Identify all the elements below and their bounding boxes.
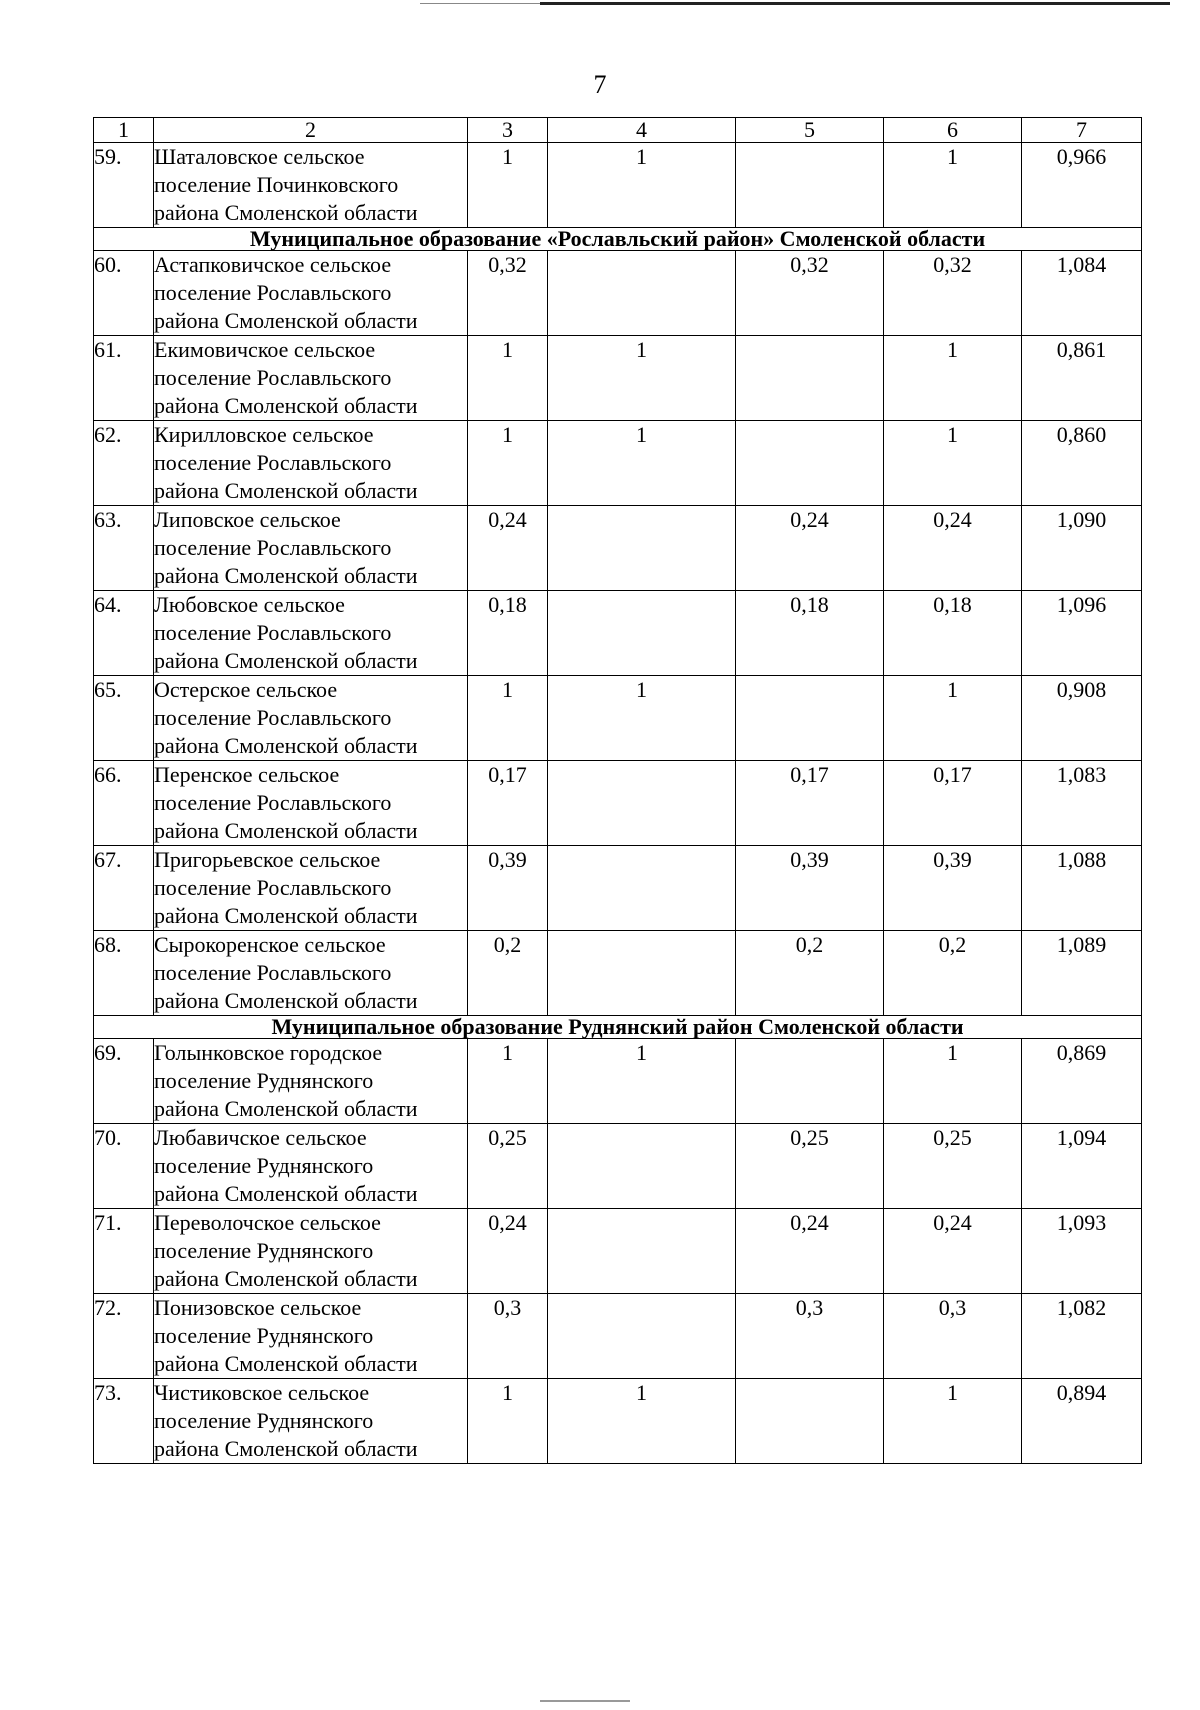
row-number: 59. <box>94 143 154 228</box>
settlement-name-line: района Смоленской области <box>154 818 418 843</box>
value-cell-4: 1 <box>548 421 736 506</box>
value-cell-5: 0,18 <box>736 591 884 676</box>
value-cell-7: 1,090 <box>1022 506 1142 591</box>
value-cell-5: 0,2 <box>736 931 884 1016</box>
value-cell-7: 0,869 <box>1022 1039 1142 1124</box>
value-cell-7: 1,093 <box>1022 1209 1142 1294</box>
settlement-name-line: поселение Руднянского <box>154 1408 374 1433</box>
bottom-scan-mark <box>540 1700 630 1702</box>
value-cell-6: 0,25 <box>884 1124 1022 1209</box>
top-scan-line-thin <box>420 3 540 4</box>
value-cell-6: 1 <box>884 336 1022 421</box>
value-cell-7: 1,083 <box>1022 761 1142 846</box>
row-number: 68. <box>94 931 154 1016</box>
value-cell-3: 1 <box>468 143 548 228</box>
settlement-name-line: Кирилловское сельское <box>154 422 374 447</box>
settlement-name-line: поселение Рославльского <box>154 450 392 475</box>
settlement-name <box>154 761 468 846</box>
settlement-name <box>154 336 468 421</box>
value-cell-7: 0,861 <box>1022 336 1142 421</box>
table-row <box>94 676 1142 761</box>
row-number: 69. <box>94 1039 154 1124</box>
value-cell-6: 1 <box>884 421 1022 506</box>
value-cell-4: 1 <box>548 336 736 421</box>
settlement-name <box>154 421 468 506</box>
section-title: Муниципальное образование Руднянский район Смоленской области <box>94 1016 1142 1039</box>
value-cell-5 <box>736 421 884 506</box>
value-cell-4: 1 <box>548 1039 736 1124</box>
value-cell-6: 1 <box>884 676 1022 761</box>
row-number: 72. <box>94 1294 154 1379</box>
value-cell-3: 1 <box>468 421 548 506</box>
value-cell-4 <box>548 1294 736 1379</box>
settlement-name <box>154 1209 468 1294</box>
header-cell-5: 5 <box>736 118 884 143</box>
value-cell-4: 1 <box>548 676 736 761</box>
settlement-name-line: района Смоленской области <box>154 1096 418 1121</box>
value-cell-7: 0,908 <box>1022 676 1142 761</box>
value-cell-7: 1,088 <box>1022 846 1142 931</box>
row-number: 67. <box>94 846 154 931</box>
settlement-name-line: района Смоленской области <box>154 1181 418 1206</box>
value-cell-7: 1,096 <box>1022 591 1142 676</box>
settlement-name-line: поселение Руднянского <box>154 1238 374 1263</box>
settlement-name-line: поселение Рославльского <box>154 365 392 390</box>
value-cell-6: 1 <box>884 1379 1022 1464</box>
settlement-name-line: Чистиковское сельское <box>154 1380 370 1405</box>
value-cell-3: 0,3 <box>468 1294 548 1379</box>
settlement-name-line: Остерское сельское <box>154 677 338 702</box>
table-body <box>94 118 1142 1464</box>
value-cell-6: 1 <box>884 1039 1022 1124</box>
settlement-name-line: Переволочское сельское <box>154 1210 381 1235</box>
value-cell-3: 0,2 <box>468 931 548 1016</box>
settlement-name-line: района Смоленской области <box>154 478 418 503</box>
header-cell-6: 6 <box>884 118 1022 143</box>
settlement-name-line: района Смоленской области <box>154 200 418 225</box>
settlement-name <box>154 1294 468 1379</box>
settlement-name-line: района Смоленской области <box>154 1436 418 1461</box>
settlement-name-line: Липовское сельское <box>154 507 341 532</box>
value-cell-3: 1 <box>468 676 548 761</box>
table-row <box>94 1294 1142 1379</box>
table-row <box>94 931 1142 1016</box>
value-cell-6: 0,2 <box>884 931 1022 1016</box>
page-number: 7 <box>593 70 607 99</box>
value-cell-6: 0,17 <box>884 761 1022 846</box>
settlement-name-line: Голынковское городское <box>154 1040 383 1065</box>
settlement-name <box>154 591 468 676</box>
settlement-name-line: Астапковичское сельское <box>154 252 392 277</box>
value-cell-3: 0,17 <box>468 761 548 846</box>
table-row <box>94 251 1142 336</box>
settlement-name-line: района Смоленской области <box>154 988 418 1013</box>
settlement-name-line: поселение Починковского <box>154 172 399 197</box>
value-cell-5 <box>736 336 884 421</box>
row-number: 62. <box>94 421 154 506</box>
table-row <box>94 506 1142 591</box>
value-cell-5 <box>736 143 884 228</box>
value-cell-5 <box>736 676 884 761</box>
settlement-name-line: Шаталовское сельское <box>154 144 365 169</box>
header-cell-2: 2 <box>154 118 468 143</box>
value-cell-6: 0,24 <box>884 506 1022 591</box>
settlement-name-line: Любавичское сельское <box>154 1125 367 1150</box>
settlement-name-line: района Смоленской области <box>154 1351 418 1376</box>
settlement-name-line: района Смоленской области <box>154 903 418 928</box>
table-header-row <box>94 118 1142 143</box>
settlement-name-line: Перенское сельское <box>154 762 340 787</box>
settlement-name-line: поселение Рославльского <box>154 875 392 900</box>
settlement-name-line: района Смоленской области <box>154 733 418 758</box>
row-number: 71. <box>94 1209 154 1294</box>
value-cell-5: 0,17 <box>736 761 884 846</box>
value-cell-6: 1 <box>884 143 1022 228</box>
value-cell-3: 0,39 <box>468 846 548 931</box>
value-cell-7: 1,094 <box>1022 1124 1142 1209</box>
row-number: 73. <box>94 1379 154 1464</box>
header-cell-1: 1 <box>94 118 154 143</box>
table-row <box>94 1209 1142 1294</box>
value-cell-7: 0,860 <box>1022 421 1142 506</box>
table-row <box>94 421 1142 506</box>
row-number: 66. <box>94 761 154 846</box>
settlement-name <box>154 1039 468 1124</box>
value-cell-5: 0,24 <box>736 1209 884 1294</box>
settlement-name-line: Любовское сельское <box>154 592 345 617</box>
value-cell-3: 0,25 <box>468 1124 548 1209</box>
settlement-name-line: поселение Рославльского <box>154 535 392 560</box>
value-cell-4 <box>548 931 736 1016</box>
data-table <box>93 117 1142 1464</box>
value-cell-7: 1,082 <box>1022 1294 1142 1379</box>
section-title: Муниципальное образование «Рославльский район» Смоленской области <box>94 228 1142 251</box>
value-cell-5: 0,39 <box>736 846 884 931</box>
row-number: 60. <box>94 251 154 336</box>
value-cell-3: 1 <box>468 336 548 421</box>
value-cell-7: 1,084 <box>1022 251 1142 336</box>
header-cell-4: 4 <box>548 118 736 143</box>
top-scan-line <box>540 2 1170 5</box>
settlement-name <box>154 506 468 591</box>
value-cell-4 <box>548 761 736 846</box>
settlement-name-line: района Смоленской области <box>154 393 418 418</box>
value-cell-5: 0,3 <box>736 1294 884 1379</box>
value-cell-3: 1 <box>468 1039 548 1124</box>
value-cell-5: 0,32 <box>736 251 884 336</box>
settlement-name <box>154 846 468 931</box>
value-cell-4 <box>548 591 736 676</box>
value-cell-6: 0,18 <box>884 591 1022 676</box>
value-cell-4: 1 <box>548 143 736 228</box>
settlement-name-line: Екимовичское сельское <box>154 337 376 362</box>
header-cell-3: 3 <box>468 118 548 143</box>
section-row <box>94 228 1142 251</box>
row-number: 64. <box>94 591 154 676</box>
settlement-name <box>154 676 468 761</box>
table-row <box>94 846 1142 931</box>
value-cell-7: 0,894 <box>1022 1379 1142 1464</box>
settlement-name-line: поселение Руднянского <box>154 1068 374 1093</box>
row-number: 63. <box>94 506 154 591</box>
value-cell-3: 0,24 <box>468 506 548 591</box>
table-row <box>94 1379 1142 1464</box>
settlement-name-line: Пригорьевское сельское <box>154 847 381 872</box>
value-cell-5 <box>736 1039 884 1124</box>
table-row <box>94 591 1142 676</box>
table-row <box>94 143 1142 228</box>
value-cell-6: 0,39 <box>884 846 1022 931</box>
value-cell-6: 0,32 <box>884 251 1022 336</box>
settlement-name-line: поселение Рославльского <box>154 960 392 985</box>
header-cell-7: 7 <box>1022 118 1142 143</box>
settlement-name-line: поселение Руднянского <box>154 1323 374 1348</box>
value-cell-3: 0,18 <box>468 591 548 676</box>
value-cell-4 <box>548 846 736 931</box>
value-cell-3: 0,24 <box>468 1209 548 1294</box>
table-row <box>94 336 1142 421</box>
settlement-name-line: района Смоленской области <box>154 648 418 673</box>
settlement-name-line: района Смоленской области <box>154 1266 418 1291</box>
value-cell-7: 0,966 <box>1022 143 1142 228</box>
row-number: 65. <box>94 676 154 761</box>
settlement-name <box>154 251 468 336</box>
value-cell-5: 0,24 <box>736 506 884 591</box>
settlement-name-line: поселение Рославльского <box>154 620 392 645</box>
settlement-name-line: Сырокоренское сельское <box>154 932 386 957</box>
value-cell-5 <box>736 1379 884 1464</box>
settlement-name-line: Понизовское сельское <box>154 1295 362 1320</box>
table-row <box>94 1124 1142 1209</box>
value-cell-7: 1,089 <box>1022 931 1142 1016</box>
value-cell-4 <box>548 251 736 336</box>
value-cell-4 <box>548 1124 736 1209</box>
settlement-name-line: поселение Рославльского <box>154 790 392 815</box>
value-cell-6: 0,3 <box>884 1294 1022 1379</box>
section-row <box>94 1016 1142 1039</box>
settlement-name <box>154 1379 468 1464</box>
table-row <box>94 1039 1142 1124</box>
value-cell-4 <box>548 506 736 591</box>
settlement-name-line: поселение Рославльского <box>154 705 392 730</box>
settlement-name-line: поселение Руднянского <box>154 1153 374 1178</box>
settlement-name-line: поселение Рославльского <box>154 280 392 305</box>
settlement-name <box>154 1124 468 1209</box>
value-cell-4 <box>548 1209 736 1294</box>
table-row <box>94 761 1142 846</box>
row-number: 70. <box>94 1124 154 1209</box>
settlement-name <box>154 931 468 1016</box>
value-cell-6: 0,24 <box>884 1209 1022 1294</box>
settlement-name-line: района Смоленской области <box>154 308 418 333</box>
value-cell-3: 0,32 <box>468 251 548 336</box>
value-cell-4: 1 <box>548 1379 736 1464</box>
value-cell-5: 0,25 <box>736 1124 884 1209</box>
settlement-name-line: района Смоленской области <box>154 563 418 588</box>
settlement-name <box>154 143 468 228</box>
row-number: 61. <box>94 336 154 421</box>
value-cell-3: 1 <box>468 1379 548 1464</box>
